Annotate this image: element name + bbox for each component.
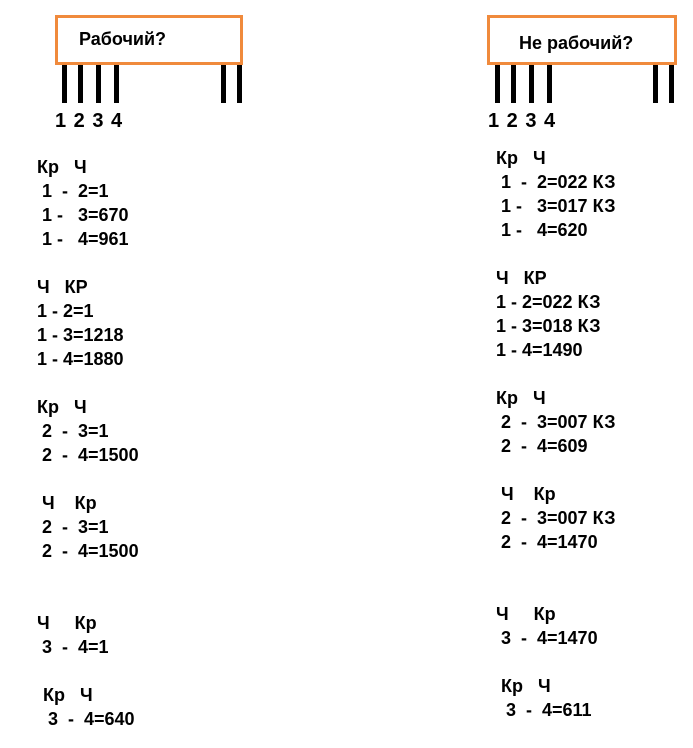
right-pin-4 [547,65,552,103]
left-measurement-line: 2 - 3=1 [37,517,109,537]
left-measurement-line: 1 - 3=670 [37,205,129,225]
right-measurement-line: Кр Ч [496,388,546,408]
right-pin-2 [511,65,516,103]
right-measurement-line: 3 - 4=1470 [496,628,598,648]
left-measurement-line: Ч Кр [37,613,97,633]
right-pin-numbers: 1 2 3 4 [488,110,557,132]
right-measurement-line: 2 - 4=1470 [496,532,598,552]
right-pin-1 [495,65,500,103]
left-measurement-line: 1 - 4=961 [37,229,129,249]
right-measurement-line: Кр Ч [501,676,551,696]
right-measurement-line: 1 - 2=022 КЗ [496,172,616,192]
right-pin-6 [669,65,674,103]
right-measurement-line: 1 - 4=620 [496,220,588,240]
left-pin-3 [96,65,101,103]
right-measurement-line: 3 - 4=611 [501,700,592,720]
left-component-title: Рабочий? [79,29,167,49]
left-measurement-line: 1 - 2=1 [37,301,94,321]
right-measurement-line: 2 - 4=609 [496,436,588,456]
right-measurement-line: Ч Кр [496,484,556,504]
left-measurement-line: 2 - 4=1500 [37,445,139,465]
right-measurement-line: 1 - 4=1490 [496,340,583,360]
left-measurement-line: 2 - 3=1 [37,421,109,441]
left-pin-4 [114,65,119,103]
right-measurement-line: Ч КР [496,268,547,288]
left-measurement-line: Ч КР [37,277,88,297]
right-pin-5 [653,65,658,103]
left-measurement-line: Ч Кр [37,493,97,513]
left-measurement-line: 1 - 3=1218 [37,325,124,345]
right-measurement-line: 2 - 3=007 КЗ [496,508,616,528]
left-pin-numbers: 1 2 3 4 [55,110,124,132]
right-measurement-line: 1 - 3=018 КЗ [496,316,601,336]
left-measurement-line: 3 - 4=1 [37,637,109,657]
left-measurement-line: 1 - 2=1 [37,181,109,201]
left-pin-6 [237,65,242,103]
left-measurement-line: 2 - 4=1500 [37,541,139,561]
right-measurement-line: 2 - 3=007 КЗ [496,412,616,432]
right-measurement-line: Ч Кр [496,604,556,624]
right-measurement-line: 1 - 2=022 КЗ [496,292,601,312]
right-pin-3 [529,65,534,103]
right-measurement-line: Кр Ч [496,148,546,168]
left-pin-1 [62,65,67,103]
right-component-title: Не рабочий? [519,33,634,53]
left-measurement-line: 3 - 4=640 [43,709,135,729]
left-measurement-line: Кр Ч [43,685,93,705]
left-measurement-line: 1 - 4=1880 [37,349,124,369]
left-measurement-line: Кр Ч [37,397,87,417]
left-pin-5 [221,65,226,103]
left-pin-2 [78,65,83,103]
right-measurement-line: 1 - 3=017 КЗ [496,196,616,216]
left-measurement-line: Кр Ч [37,157,87,177]
